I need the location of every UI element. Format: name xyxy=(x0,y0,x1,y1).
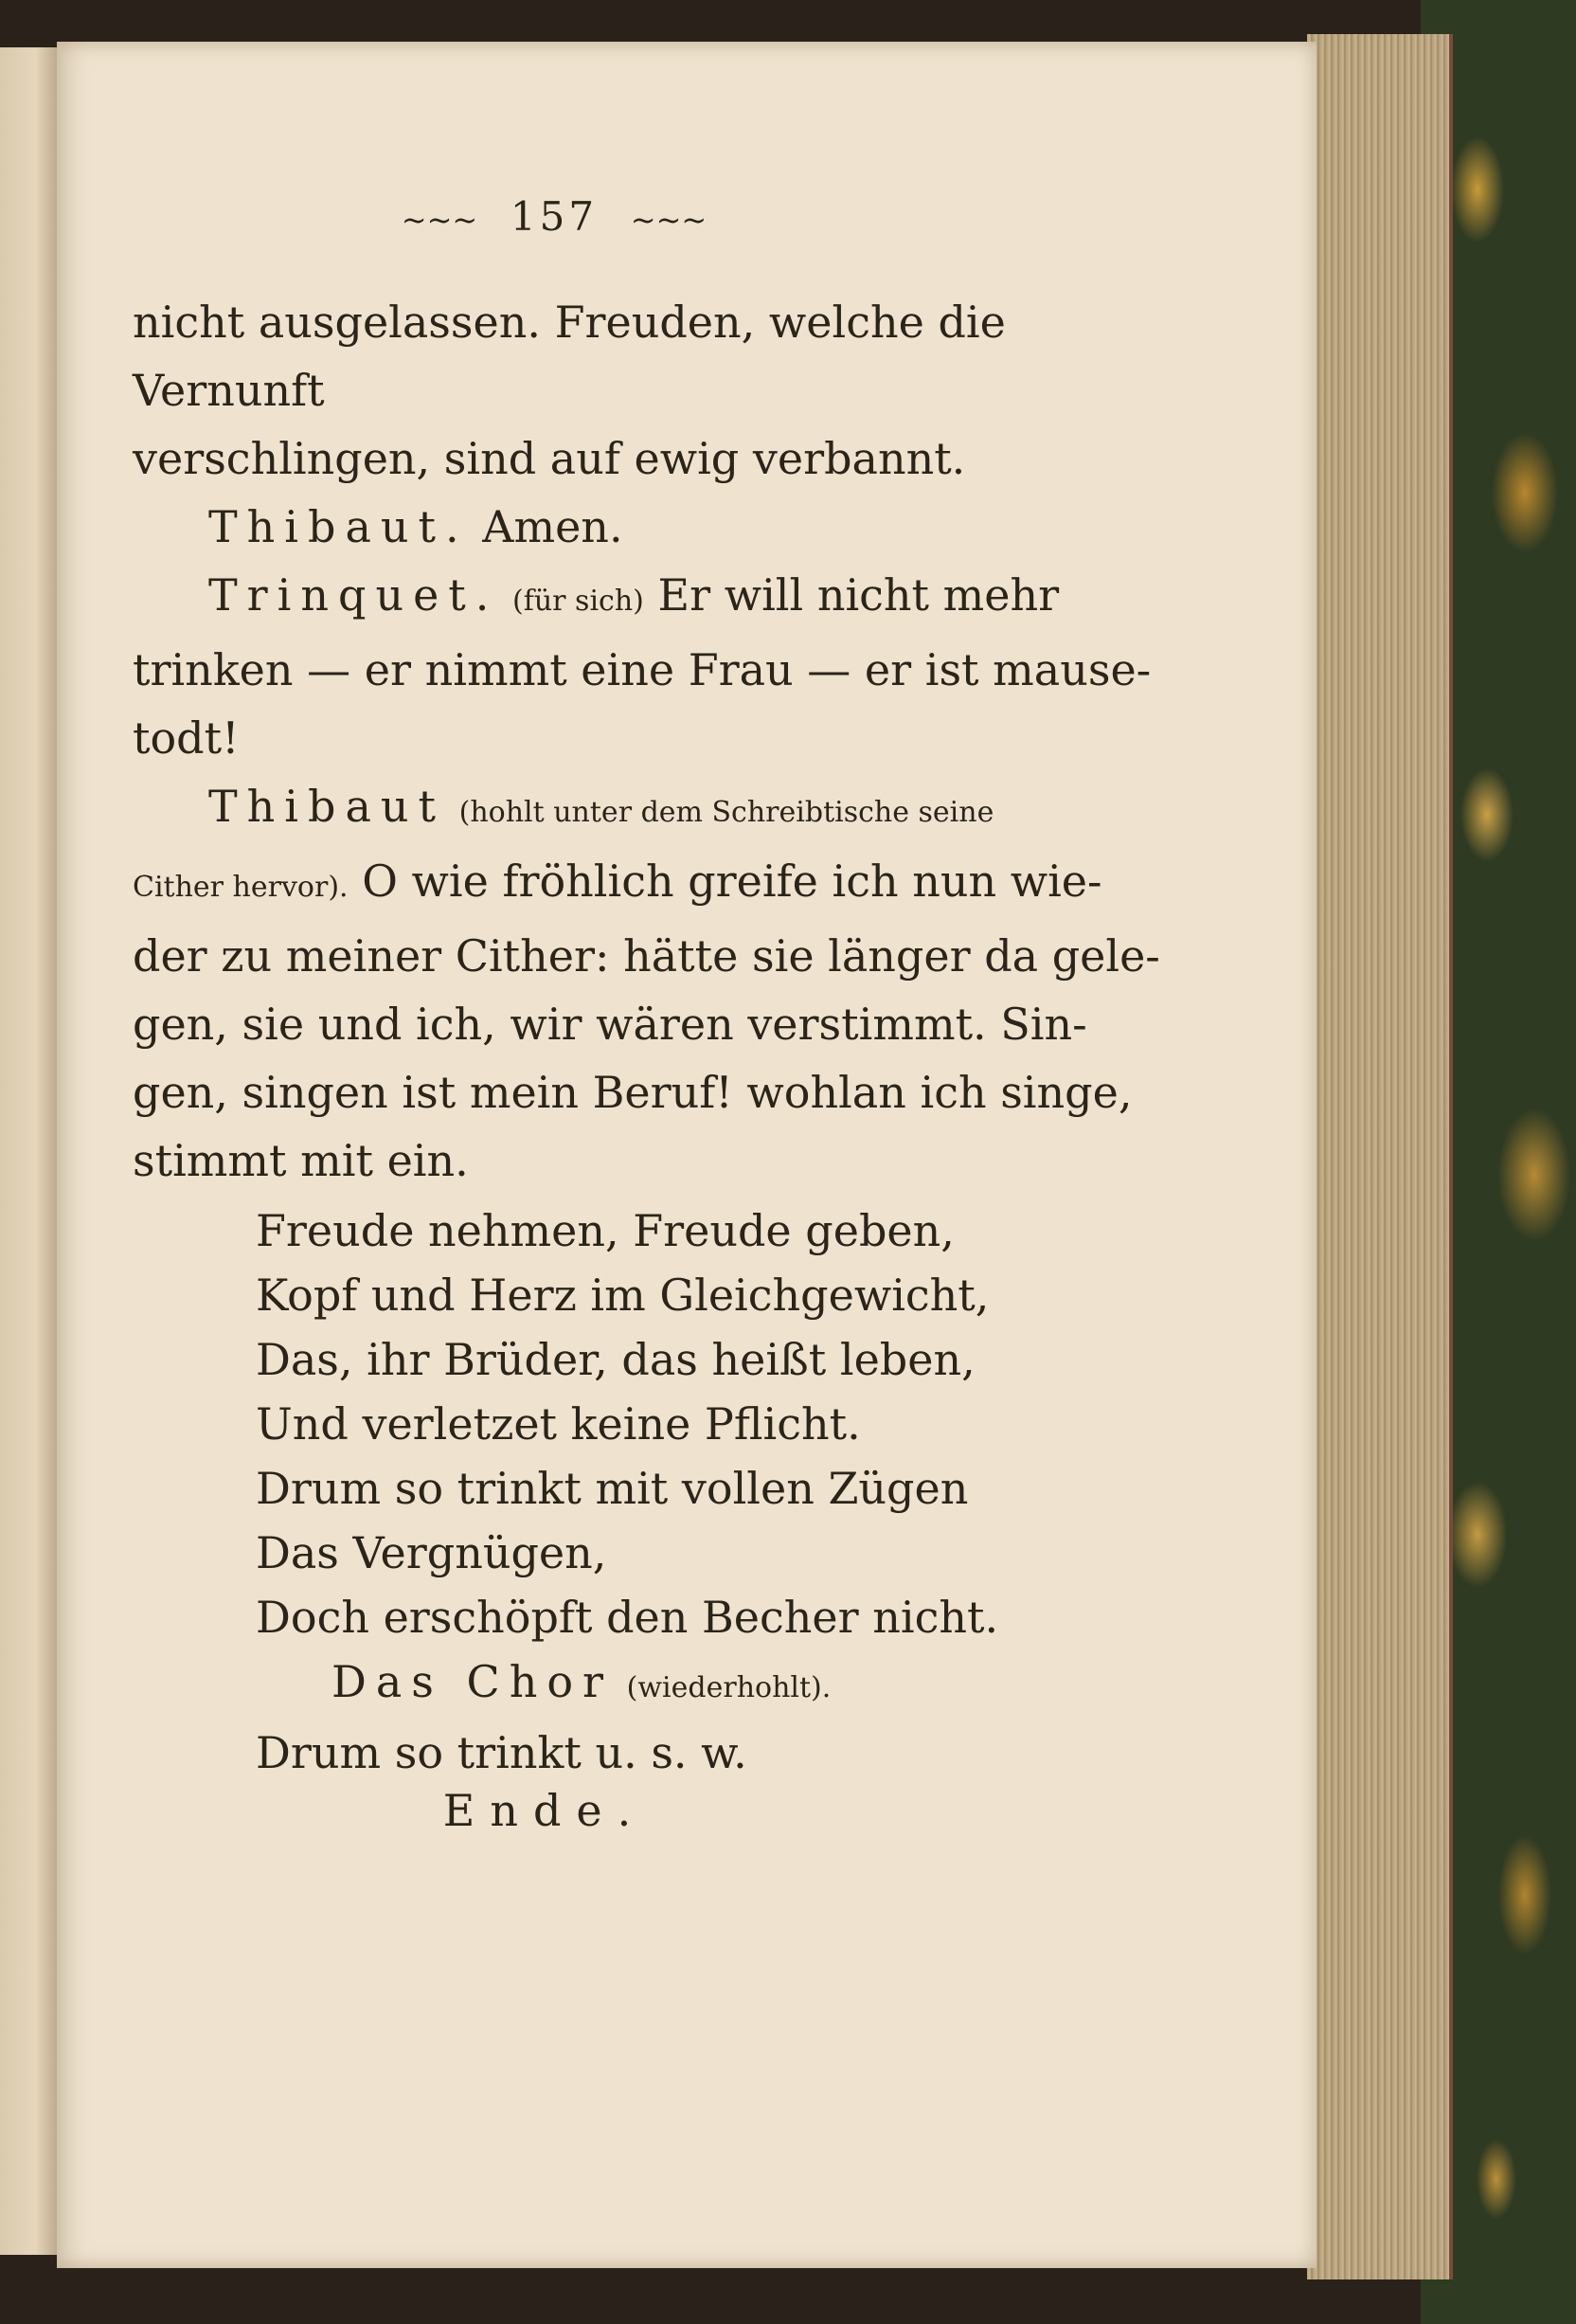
dialogue-trinquet xyxy=(133,561,1184,636)
poem-line: Freude nehmen, Freude geben, xyxy=(256,1205,955,1256)
text-line: todt! xyxy=(133,712,240,764)
poem xyxy=(133,1198,1184,1649)
speaker-name: Thibaut xyxy=(208,781,446,832)
dialogue-text: Er will nicht mehr xyxy=(657,569,1060,621)
header-ornament-left: ~~~ xyxy=(401,202,478,238)
text-line: stimmt mit ein. xyxy=(133,1135,469,1186)
page-header xyxy=(28,193,1080,240)
text-line: der zu meiner Cither: hätte sie länger da gele- xyxy=(133,930,1160,982)
text-line: nicht ausgelassen. Freuden, welche die Vernunft xyxy=(133,297,1006,416)
chor-heading xyxy=(133,1649,1184,1720)
stage-direction: (für sich) xyxy=(512,585,644,618)
chor-line: Drum so trinkt u. s. w. xyxy=(256,1727,747,1778)
stage-direction: (hohlt unter dem Schreibtische seine xyxy=(458,796,994,829)
poem-line: Das Vergnügen, xyxy=(256,1527,607,1578)
text-line: trinken — er nimmt eine Frau — er ist mause- xyxy=(133,644,1152,695)
dialogue-thibaut xyxy=(133,493,1184,561)
dialogue-text: O wie fröhlich greife ich nun wie- xyxy=(362,856,1102,907)
page-body xyxy=(133,288,1184,1785)
dialogue-text: Amen. xyxy=(482,501,623,552)
stage-direction: Cither hervor). xyxy=(133,871,349,904)
text-line: gen, singen ist mein Beruf! wohlan ich singe, xyxy=(133,1067,1133,1118)
text-line: verschlingen, sind auf ewig verbannt. xyxy=(133,433,966,484)
page-block-edges xyxy=(1307,34,1453,2279)
poem-line: Doch erschöpft den Becher nicht. xyxy=(256,1592,999,1643)
header-ornament-right: ~~~ xyxy=(630,202,707,238)
dialogue-thibaut-2 xyxy=(133,772,1184,847)
poem-line: Drum so trinkt mit vollen Zügen xyxy=(256,1463,969,1514)
speaker-name: Thibaut. xyxy=(208,501,469,552)
stage-direction: (wiederhohlt). xyxy=(626,1671,832,1704)
book-page xyxy=(57,42,1316,2268)
poem-line: Das, ihr Brüder, das heißt leben, xyxy=(256,1334,976,1385)
facing-page-edge xyxy=(0,47,59,2255)
poem-line: Und verletzet keine Pflicht. xyxy=(256,1398,861,1450)
speaker-name: Trinquet. xyxy=(208,569,499,621)
page-number: 157 xyxy=(510,193,599,240)
text-line xyxy=(133,847,1184,922)
ende-text: Ende. xyxy=(442,1785,647,1836)
text-line: gen, sie und ich, wir wären verstimmt. Sin- xyxy=(133,999,1087,1050)
speaker-name: Das Chor xyxy=(331,1656,614,1707)
poem-line: Kopf und Herz im Gleichgewicht, xyxy=(256,1270,990,1321)
